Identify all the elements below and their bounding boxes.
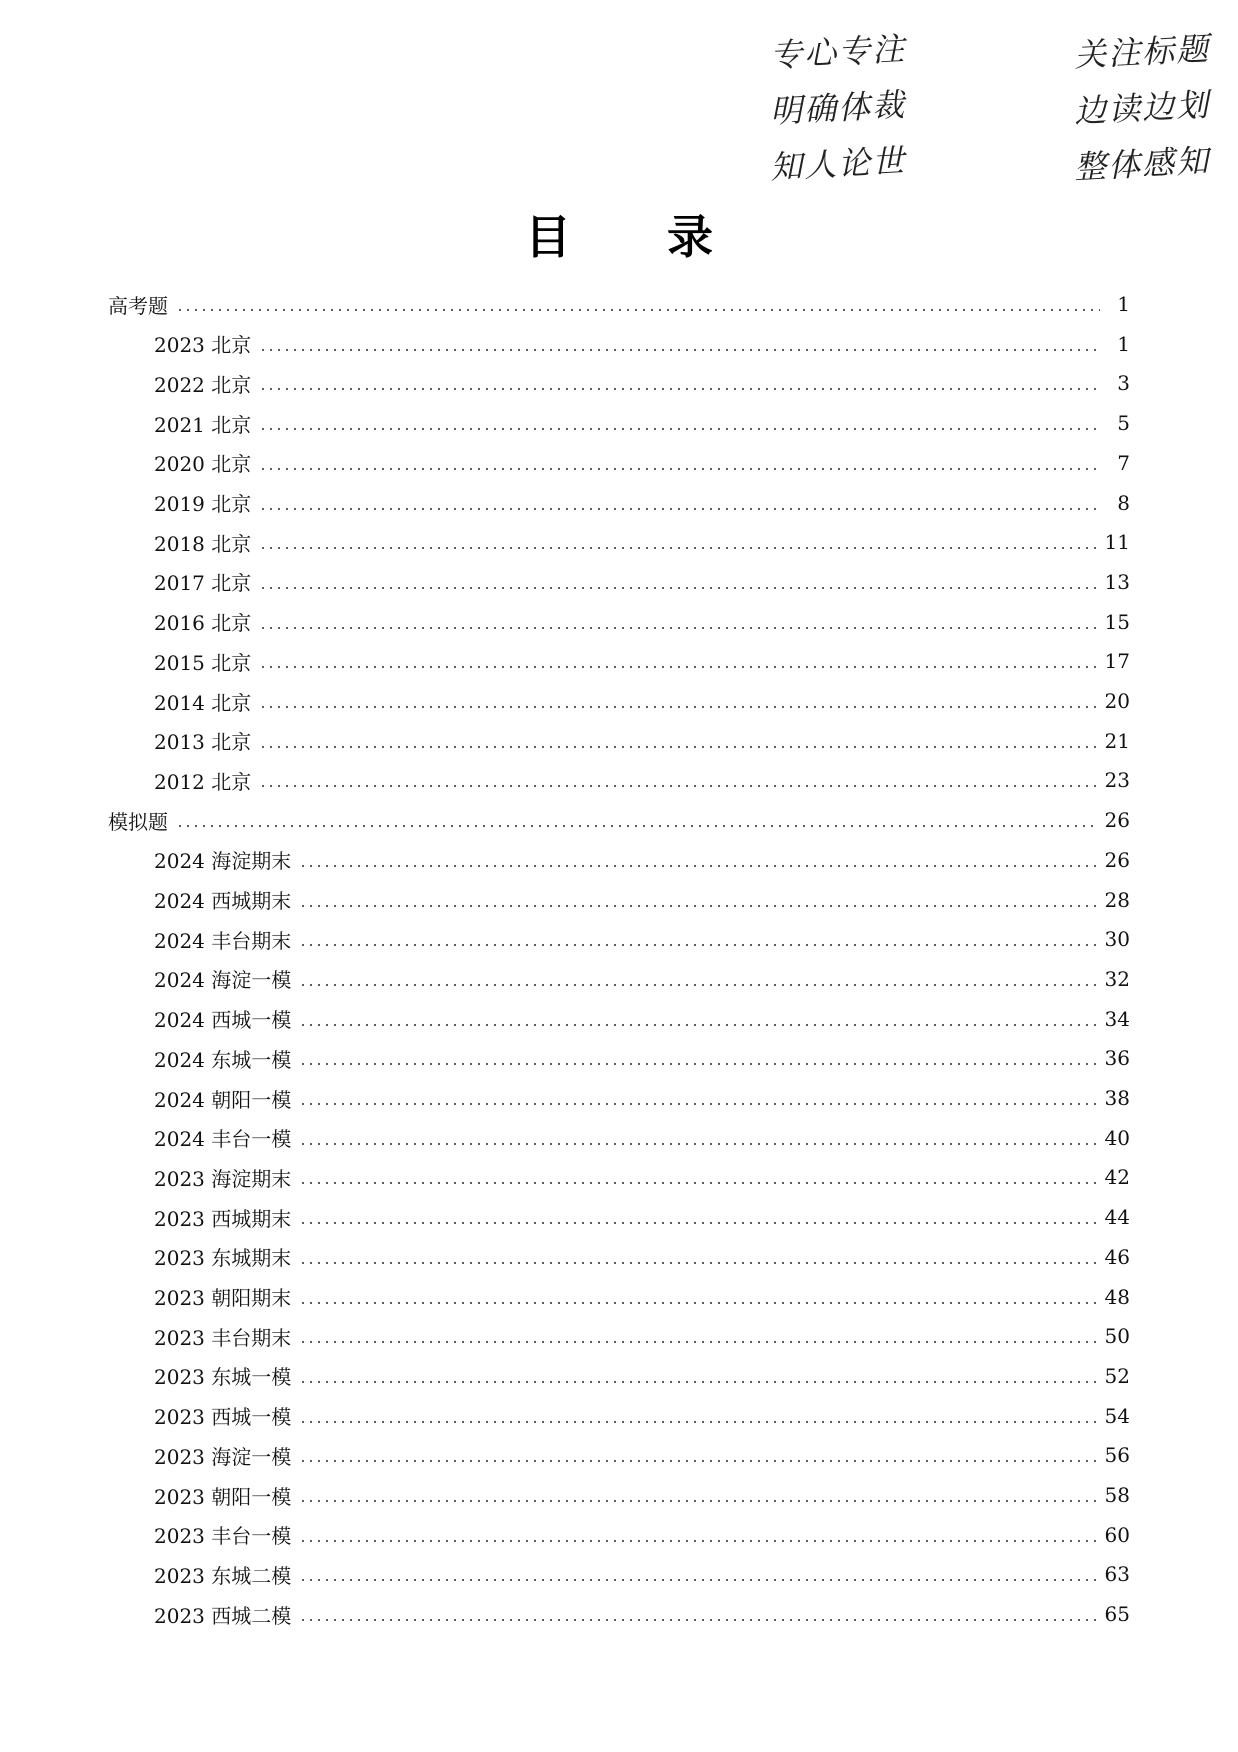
handwritten-note-line — [770, 134, 1210, 190]
dot-leader — [259, 349, 1100, 351]
dot-leader — [176, 309, 1100, 311]
toc-entry[interactable] — [0, 602, 1238, 642]
handwritten-note: 关注标题 — [1073, 29, 1212, 75]
toc-page-number: 38 — [1104, 1086, 1130, 1110]
toc-page-number: 13 — [1104, 569, 1130, 594]
toc-entry[interactable] — [0, 522, 1238, 562]
dot-leader — [176, 825, 1097, 827]
dot-leader — [299, 905, 1096, 907]
handwritten-notes — [770, 22, 1210, 190]
toc-page-number: 60 — [1104, 1522, 1130, 1547]
toc-page-number: 1 — [1117, 292, 1130, 316]
toc-entry[interactable] — [0, 1078, 1238, 1118]
toc-entry[interactable] — [0, 721, 1238, 761]
toc-page-number: 1 — [1117, 331, 1130, 356]
toc-page-number: 46 — [1104, 1244, 1130, 1269]
toc-entry[interactable] — [0, 1554, 1238, 1594]
dot-leader — [299, 865, 1096, 867]
dot-leader — [259, 388, 1100, 390]
toc-section-entry[interactable] — [0, 800, 1238, 840]
toc-entry[interactable] — [0, 1237, 1238, 1277]
toc-entry[interactable] — [0, 760, 1238, 800]
dot-leader — [299, 1063, 1096, 1065]
toc-page-number: 58 — [1104, 1483, 1130, 1507]
toc-entry[interactable] — [0, 562, 1238, 602]
toc-entry-label: 2023 海淀一模 — [154, 1444, 292, 1469]
toc-entry[interactable] — [0, 681, 1238, 721]
toc-section-entry[interactable] — [0, 284, 1238, 324]
toc-page-number: 23 — [1104, 768, 1130, 793]
handwritten-note-line — [770, 22, 1210, 78]
toc-entry[interactable] — [0, 1396, 1238, 1436]
dot-leader — [299, 1302, 1096, 1304]
dot-leader — [299, 984, 1096, 986]
toc-entry-label: 2023 东城二模 — [154, 1563, 292, 1588]
toc-entry-label: 2024 西城期末 — [154, 889, 292, 913]
toc-page-number: 44 — [1104, 1205, 1130, 1230]
toc-entry-label: 模拟题 — [108, 809, 168, 834]
toc-entry-label: 2023 西城二模 — [154, 1603, 292, 1628]
toc-entry[interactable] — [0, 1157, 1238, 1197]
toc-entry-label: 2024 西城一模 — [154, 1008, 292, 1033]
dot-leader — [299, 1460, 1096, 1462]
toc-entry-label: 2023 海淀期末 — [154, 1166, 292, 1191]
toc-entry[interactable] — [0, 959, 1238, 999]
toc-entry-label: 高考题 — [108, 293, 168, 318]
toc-page-number: 32 — [1104, 966, 1130, 991]
toc-page-number: 8 — [1117, 490, 1130, 515]
toc-page-number: 7 — [1117, 450, 1130, 475]
handwritten-note: 边读边划 — [1073, 85, 1212, 131]
toc-entry-label: 2023 北京 — [154, 333, 252, 358]
toc-page-number: 5 — [1117, 411, 1130, 436]
dot-leader — [299, 1381, 1096, 1383]
toc-entry-label: 2014 北京 — [154, 690, 252, 715]
toc-page-number: 65 — [1104, 1602, 1130, 1627]
dot-leader — [259, 547, 1096, 549]
toc-page-number: 52 — [1104, 1363, 1130, 1388]
dot-leader — [259, 428, 1100, 430]
toc-page-number: 50 — [1104, 1324, 1130, 1349]
toc-entry-label: 2012 北京 — [154, 769, 252, 794]
toc-page-number: 17 — [1104, 649, 1130, 674]
toc-page-number: 42 — [1104, 1165, 1130, 1190]
toc-entry[interactable] — [0, 1356, 1238, 1396]
toc-entry-label: 2023 丰台期末 — [154, 1325, 292, 1350]
toc-page-number: 15 — [1104, 609, 1130, 634]
toc-entry-label: 2023 东城期末 — [154, 1246, 292, 1271]
toc-page-number: 26 — [1104, 847, 1130, 872]
toc-entry-label: 2017 北京 — [154, 571, 252, 596]
toc-entry[interactable] — [0, 1316, 1238, 1356]
toc-entry[interactable] — [0, 999, 1238, 1039]
dot-leader — [299, 1619, 1096, 1621]
dot-leader — [299, 1421, 1096, 1423]
toc-page-number: 36 — [1104, 1046, 1130, 1071]
dot-leader — [259, 706, 1096, 708]
dot-leader — [299, 1182, 1096, 1184]
toc-entry-label: 2024 东城一模 — [154, 1047, 292, 1072]
handwritten-note: 知人论世 — [769, 141, 908, 187]
dot-leader — [299, 1540, 1096, 1542]
toc-entry[interactable] — [0, 641, 1238, 681]
toc-entry[interactable] — [0, 1277, 1238, 1317]
toc-entry[interactable] — [0, 483, 1238, 523]
dot-leader — [259, 666, 1096, 668]
page-title: 目 录 — [524, 209, 753, 264]
handwritten-note: 明确体裁 — [769, 85, 908, 131]
toc-entry[interactable] — [0, 1435, 1238, 1475]
toc-entry[interactable] — [0, 919, 1238, 959]
toc-entry-label: 2023 西城一模 — [154, 1405, 292, 1430]
dot-leader — [299, 1500, 1096, 1502]
dot-leader — [259, 785, 1096, 787]
dot-leader — [299, 1024, 1096, 1026]
toc-entry[interactable] — [0, 840, 1238, 880]
toc-entry[interactable] — [0, 363, 1238, 403]
toc-page-number: 48 — [1104, 1284, 1130, 1309]
dot-leader — [259, 508, 1100, 510]
dot-leader — [299, 1103, 1096, 1105]
toc-entry-label: 2023 东城一模 — [154, 1365, 292, 1390]
handwritten-note-line — [770, 78, 1210, 134]
toc-entry-label: 2021 北京 — [154, 412, 252, 437]
toc-page-number: 26 — [1104, 808, 1130, 833]
dot-leader — [259, 468, 1100, 470]
dot-leader — [299, 1579, 1096, 1581]
toc-entry-label: 2023 丰台一模 — [154, 1524, 292, 1549]
toc-page-number: 40 — [1104, 1125, 1130, 1150]
toc-entry-label: 2024 丰台期末 — [154, 928, 292, 953]
toc-entry[interactable] — [0, 1118, 1238, 1158]
toc-entry-label: 2019 北京 — [154, 492, 252, 516]
toc-page-number: 63 — [1104, 1562, 1130, 1587]
handwritten-note: 整体感知 — [1073, 141, 1212, 187]
dot-leader — [299, 944, 1096, 946]
dot-leader — [259, 627, 1096, 629]
toc-entry-label: 2023 朝阳期末 — [154, 1286, 292, 1310]
toc-entry-label: 2024 丰台一模 — [154, 1127, 292, 1152]
toc-entry-label: 2023 朝阳一模 — [154, 1484, 292, 1509]
toc-entry-label: 2023 西城期末 — [154, 1206, 292, 1231]
toc-entry-label: 2015 北京 — [154, 650, 252, 675]
dot-leader — [259, 746, 1096, 748]
toc-entry[interactable] — [0, 443, 1238, 483]
handwritten-note: 专心专注 — [769, 29, 908, 75]
toc-entry[interactable] — [0, 1594, 1238, 1634]
dot-leader — [299, 1222, 1096, 1224]
dot-leader — [299, 1341, 1096, 1343]
toc-page-number: 34 — [1104, 1006, 1130, 1031]
toc-page-number: 20 — [1104, 689, 1130, 713]
toc-page-number: 30 — [1104, 927, 1130, 952]
toc-entry-label: 2024 朝阳一模 — [154, 1087, 292, 1112]
toc-entry[interactable] — [0, 1038, 1238, 1078]
toc-entry[interactable] — [0, 880, 1238, 920]
toc-entry-label: 2022 北京 — [154, 372, 252, 397]
toc-page-number: 56 — [1104, 1443, 1130, 1468]
toc-page-number: 28 — [1104, 887, 1130, 912]
toc-entry-label: 2024 海淀期末 — [154, 849, 292, 874]
toc-page-number: 3 — [1117, 371, 1130, 396]
toc-entry-label: 2018 北京 — [154, 531, 252, 556]
toc-entry[interactable] — [0, 1197, 1238, 1237]
toc-entry-label: 2024 海淀一模 — [154, 968, 292, 993]
dot-leader — [259, 587, 1096, 589]
toc-entry[interactable] — [0, 1475, 1238, 1515]
toc-entry-label: 2013 北京 — [154, 730, 252, 755]
toc-entry[interactable] — [0, 403, 1238, 443]
toc-page-number: 54 — [1104, 1403, 1130, 1428]
toc-entry[interactable] — [0, 324, 1238, 364]
toc-entry[interactable] — [0, 1515, 1238, 1555]
toc-page-number: 21 — [1104, 728, 1130, 753]
dot-leader — [299, 1143, 1096, 1145]
toc-page-number: 11 — [1104, 530, 1130, 555]
dot-leader — [299, 1262, 1096, 1264]
toc-entry-label: 2016 北京 — [154, 611, 252, 636]
toc-entry-label: 2020 北京 — [154, 452, 252, 477]
